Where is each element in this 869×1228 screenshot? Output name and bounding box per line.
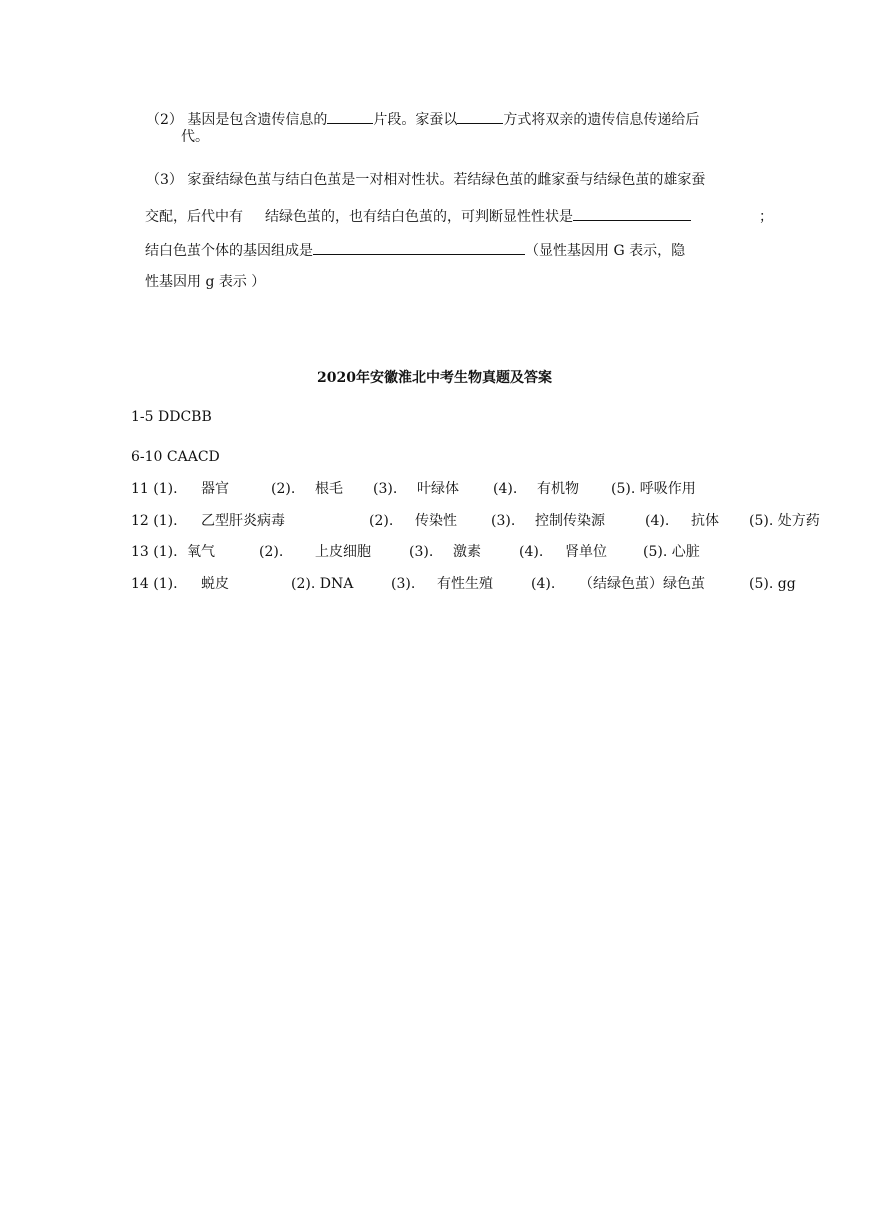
answer-label: 13 (1). xyxy=(131,544,178,560)
answer-value: 抗体 xyxy=(691,513,719,529)
question-2-line-2 xyxy=(181,128,209,146)
question-text: 结绿色茧的，也有结白色茧的，可判断显性性状是 xyxy=(265,209,573,225)
answer-label: (3). xyxy=(391,576,416,592)
answer-blank[interactable] xyxy=(457,108,503,124)
question-text: 方式将双亲的遗传信息传递给后 xyxy=(503,112,700,128)
question-text: 结白色茧个体的基因组成是 xyxy=(145,243,313,259)
answer-row-11 xyxy=(131,480,696,498)
answer-label: 14 (1). xyxy=(131,576,178,592)
answer-row-6-10: 6-10 CAACD xyxy=(131,449,220,465)
answer-blank[interactable] xyxy=(327,108,373,124)
question-2-line-1 xyxy=(146,108,699,129)
question-3-line-4 xyxy=(145,273,265,291)
answer-value: 控制传染源 xyxy=(535,513,605,529)
answer-label: 11 (1). xyxy=(131,481,178,497)
answer-label: (2). xyxy=(369,513,394,529)
answer-value: 激素 xyxy=(453,544,481,560)
question-text: 代。 xyxy=(181,129,209,145)
answer-value: 器官 xyxy=(201,481,229,497)
answers-title: 2020年安徽淮北中考生物真题及答案 xyxy=(317,370,552,386)
answer-label: (4). xyxy=(519,544,544,560)
answer-value: (2). DNA xyxy=(291,576,354,592)
answer-value: 乙型肝炎病毒 xyxy=(201,513,285,529)
question-text: 性基因用 g 表示 ） xyxy=(145,274,266,290)
answer-value: 蜕皮 xyxy=(201,576,229,592)
answer-label: (4). xyxy=(645,513,670,529)
answer-label: (3). xyxy=(373,481,398,497)
answer-value: (5). gg xyxy=(749,576,796,592)
answer-row-1-5: 1-5 DDCBB xyxy=(131,409,212,425)
answer-value: （结绿色茧）绿色茧 xyxy=(579,576,705,592)
answer-value: 上皮细胞 xyxy=(315,544,371,560)
answer-row-12 xyxy=(131,512,820,530)
answer-value: 叶绿体 xyxy=(417,481,459,497)
answer-value: 根毛 xyxy=(315,481,343,497)
question-3-line-2 xyxy=(145,205,773,226)
answer-value: 氧气 xyxy=(187,544,215,560)
question-text: 片段。家蚕以 xyxy=(373,112,458,128)
answer-value: 肾单位 xyxy=(565,544,607,560)
answer-row-14 xyxy=(131,575,796,593)
answer-value: (5). 心脏 xyxy=(643,544,700,560)
answer-label: (2). xyxy=(259,544,284,560)
answer-label: 12 (1). xyxy=(131,513,178,529)
question-3-line-1 xyxy=(146,171,705,189)
answer-value: 有性生殖 xyxy=(437,576,493,592)
question-text: 基因是包含遗传信息的 xyxy=(187,112,328,128)
answer-blank[interactable] xyxy=(313,239,525,255)
answer-label: (3). xyxy=(409,544,434,560)
answer-label: (2). xyxy=(271,481,296,497)
punctuation: ； xyxy=(759,209,773,225)
answer-label: (3). xyxy=(491,513,516,529)
question-text: （显性基因用 G 表示，隐 xyxy=(525,243,686,259)
question-text: 家蚕结绿色茧与结白色茧是一对相对性状。若结绿色茧的雌家蚕与结绿色茧的雄家蚕 xyxy=(187,172,706,188)
answer-value: (5). 处方药 xyxy=(749,513,820,529)
question-number: （2） xyxy=(146,112,183,128)
answer-value: 有机物 xyxy=(537,481,579,497)
answer-value: (5). 呼吸作用 xyxy=(611,481,696,497)
question-text: 交配，后代中有 xyxy=(145,209,243,225)
question-number: （3） xyxy=(146,172,183,188)
answer-value: 传染性 xyxy=(415,513,457,529)
answer-label: (4). xyxy=(531,576,556,592)
question-3-line-3 xyxy=(145,239,685,260)
answer-blank[interactable] xyxy=(573,205,691,221)
answer-label: (4). xyxy=(493,481,518,497)
answer-row-13 xyxy=(131,543,700,561)
